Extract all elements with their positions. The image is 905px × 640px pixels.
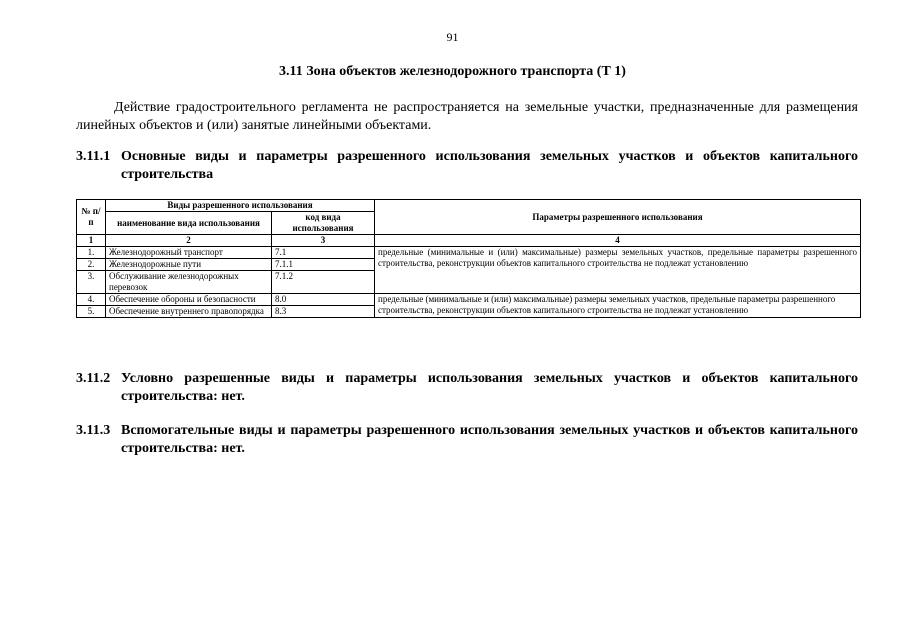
table-row xyxy=(77,294,861,306)
row-name: Обслуживание железнодорожных перевозок xyxy=(106,271,272,294)
section-heading: Основные виды и параметры разрешенного использования земельных участков и объектов капитального строительства xyxy=(121,149,858,182)
row-num: 3. xyxy=(77,271,106,294)
row-params: предельные (минимальные и (или) максимальные) размеры земельных участков, предельные параметры разрешенного строительства, реконструкции объектов капитального строительства не подлежат установлению xyxy=(375,247,861,294)
row-code: 8.3 xyxy=(272,306,375,318)
header-num: № п/п xyxy=(77,200,106,235)
section-3-11-1 xyxy=(76,148,858,184)
header-name: наименование вида использования xyxy=(106,212,272,235)
section-heading: Условно разрешенные виды и параметры использования земельных участков и объектов капитального строительства: нет. xyxy=(121,371,858,404)
table-row xyxy=(77,247,861,259)
regulation-table xyxy=(76,199,861,318)
section-number: 3.11.3 xyxy=(76,423,111,438)
page-number: 91 xyxy=(446,30,459,44)
section-3-11-3 xyxy=(76,422,858,458)
row-num: 4. xyxy=(77,294,106,306)
row-code: 7.1 xyxy=(272,247,375,259)
row-num: 5. xyxy=(77,306,106,318)
header-types: Виды разрешенного использования xyxy=(106,200,375,212)
col-number: 3 xyxy=(272,235,375,247)
row-name: Обеспечение внутреннего правопорядка xyxy=(106,306,272,318)
row-num: 1. xyxy=(77,247,106,259)
row-code: 8.0 xyxy=(272,294,375,306)
row-num: 2. xyxy=(77,259,106,271)
col-number: 1 xyxy=(77,235,106,247)
row-name: Железнодорожный транспорт xyxy=(106,247,272,259)
row-params: предельные (минимальные и (или) максимальные) размеры земельных участков, предельные параметры разрешенного строительства, реконструкции объектов капитального строительства не подлежат установлению xyxy=(375,294,861,318)
col-number: 2 xyxy=(106,235,272,247)
intro-paragraph: Действие градостроительного регламента не распространяется на земельные участки, предназначенные для размещения линейных объектов и (или) занятые линейными объектами. xyxy=(76,100,858,133)
header-params: Параметры разрешенного использования xyxy=(375,200,861,235)
section-heading: Вспомогательные виды и параметры разрешенного использования земельных участков и объектов капитального строительства: нет. xyxy=(121,423,858,456)
row-name: Обеспечение обороны и безопасности xyxy=(106,294,272,306)
row-name: Железнодорожные пути xyxy=(106,259,272,271)
row-code: 7.1.1 xyxy=(272,259,375,271)
section-number: 3.11.2 xyxy=(76,371,111,386)
header-code: код вида использования xyxy=(272,212,375,235)
col-number: 4 xyxy=(375,235,861,247)
section-number: 3.11.1 xyxy=(76,149,111,164)
page-title: 3.11 Зона объектов железнодорожного транспорта (Т 1) xyxy=(279,64,626,79)
row-code: 7.1.2 xyxy=(272,271,375,294)
section-3-11-2 xyxy=(76,370,858,406)
